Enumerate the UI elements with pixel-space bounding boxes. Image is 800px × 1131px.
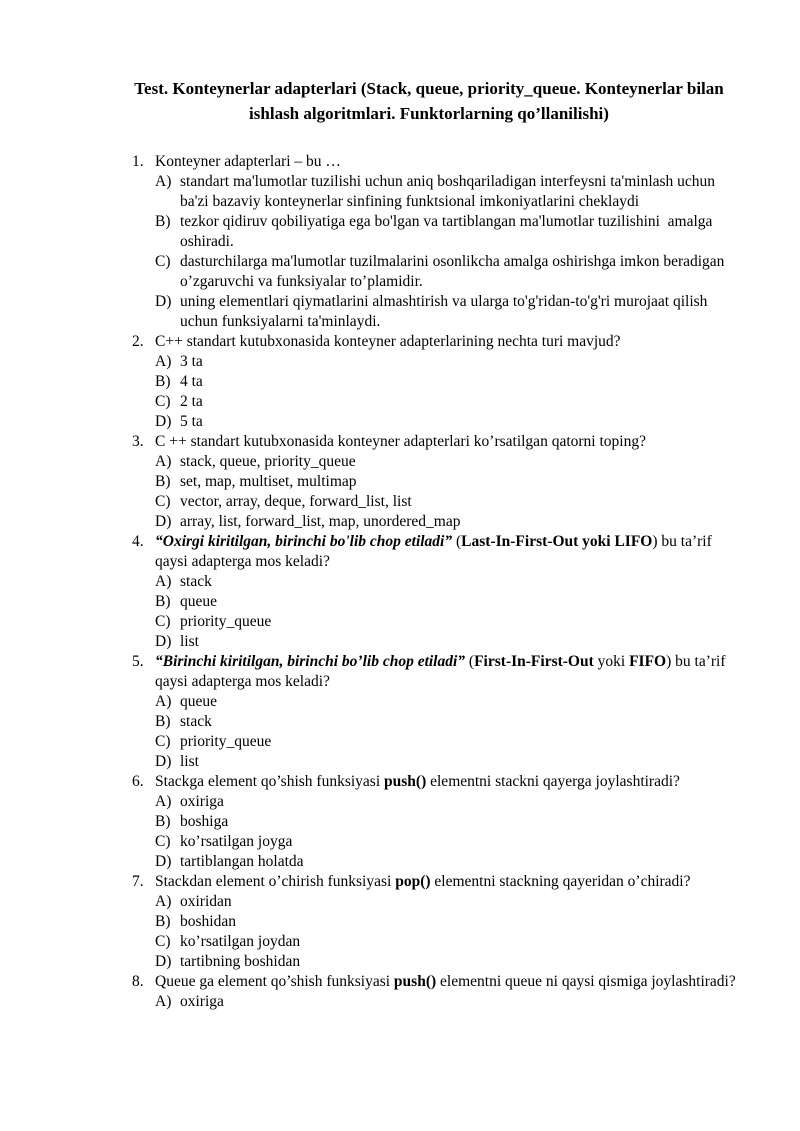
- option-text: oxiridan: [180, 893, 232, 910]
- answer-option: [155, 592, 746, 612]
- option-letter: B): [155, 473, 171, 490]
- question: [132, 972, 746, 1012]
- option-letter: B): [155, 213, 171, 230]
- option-letter: A): [155, 453, 172, 470]
- option-text: queue: [180, 593, 218, 610]
- question-text-segment: Queue ga element qo’shish funksiyasi: [155, 973, 394, 990]
- option-letter: B): [155, 813, 171, 830]
- question-body: [155, 772, 746, 872]
- question-text-segment: First-In-First-Out: [474, 653, 594, 670]
- option-text: 3 ta: [180, 353, 203, 370]
- option-text: boshiga: [180, 813, 229, 830]
- option-letter: C): [155, 833, 171, 850]
- question: [132, 872, 746, 972]
- question-text-segment: Stackdan element o’chirish funksiyasi: [155, 873, 396, 890]
- option-text: queue: [180, 693, 218, 710]
- option-text: set, map, multiset, multimap: [180, 473, 357, 490]
- answer-option: [155, 352, 746, 372]
- question-text: [155, 152, 746, 172]
- option-letter: C): [155, 393, 171, 410]
- option-text: 2 ta: [180, 393, 203, 410]
- question-body: [155, 652, 746, 772]
- answer-option: [155, 212, 746, 252]
- question-text: [155, 532, 746, 572]
- option-letter: D): [155, 633, 172, 650]
- option-text: uning elementlari qiymatlarini almashtirish va ularga to'g'ridan-to'g'ri murojaat qilish uchun funksiyalarni ta'minlaydi.: [180, 293, 712, 330]
- question-text-segment: pop(): [395, 873, 431, 890]
- question-number: 7.: [132, 873, 144, 890]
- option-letter: D): [155, 513, 172, 530]
- option-letter: A): [155, 893, 172, 910]
- option-text: stack, queue, priority_queue: [180, 453, 356, 470]
- option-text: boshidan: [180, 913, 236, 930]
- question-text-segment: FIFO: [629, 653, 667, 670]
- question-list: [132, 152, 746, 1012]
- option-letter: C): [155, 933, 171, 950]
- option-letter: A): [155, 693, 172, 710]
- question-number: 1.: [132, 153, 144, 170]
- answer-option: [155, 732, 746, 752]
- question: [132, 332, 746, 432]
- option-letter: D): [155, 413, 172, 430]
- answer-option: [155, 752, 746, 772]
- question-text: [155, 432, 746, 452]
- answer-option: [155, 832, 746, 852]
- question-text-segment: C ++ standart kutubxonasida konteyner adapterlari ko’rsatilgan qatorni toping?: [155, 433, 646, 450]
- question-body: [155, 432, 746, 532]
- question-number: 3.: [132, 433, 144, 450]
- option-letter: A): [155, 993, 172, 1010]
- answer-option: [155, 792, 746, 812]
- answer-option: [155, 892, 746, 912]
- answer-option: [155, 612, 746, 632]
- question-text-segment: “Birinchi kiritilgan, birinchi bo’lib chop etiladi”: [155, 653, 466, 670]
- question-text-segment: (: [465, 653, 475, 670]
- option-text: tezkor qidiruv qobiliyatiga ega bo'lgan va tartiblangan ma'lumotlar tuzilishini amalga oshiradi.: [180, 213, 717, 250]
- option-letter: A): [155, 573, 172, 590]
- option-letter: A): [155, 353, 172, 370]
- option-text: priority_queue: [180, 733, 272, 750]
- question-text: [155, 772, 746, 792]
- question-text-segment: elementni stackning qayeridan o’chiradi?: [430, 873, 691, 890]
- option-text: standart ma'lumotlar tuzilishi uchun aniq boshqariladigan interfeysni ta'minlash uchun ba'zi bazaviy konteynerlar sinfining funktsional imkoniyatlarini cheklaydi: [180, 173, 719, 210]
- question: [132, 532, 746, 652]
- question-number: 2.: [132, 333, 144, 350]
- option-letter: C): [155, 733, 171, 750]
- question-text-segment: elementni queue ni qaysi qismiga joylashtiradi?: [436, 973, 736, 990]
- question-body: [155, 872, 746, 972]
- question: [132, 772, 746, 872]
- option-text: oxiriga: [180, 793, 224, 810]
- question-text-segment: ) bu ta’rif qaysi adapterga mos keladi?: [155, 533, 716, 570]
- question-number: 6.: [132, 773, 144, 790]
- option-text: vector, array, deque, forward_list, list: [180, 493, 412, 510]
- option-text: array, list, forward_list, map, unordered_map: [180, 513, 461, 530]
- question-number: 5.: [132, 653, 144, 670]
- answer-option: [155, 472, 746, 492]
- option-letter: C): [155, 493, 171, 510]
- question-text: [155, 332, 746, 352]
- answer-option: [155, 932, 746, 952]
- question: [132, 152, 746, 332]
- question-text-segment: Konteyner adapterlari – bu …: [155, 153, 341, 170]
- option-text: ko’rsatilgan joyga: [180, 833, 293, 850]
- option-text: tartibning boshidan: [180, 953, 301, 970]
- answer-option: [155, 512, 746, 532]
- question-body: [155, 532, 746, 652]
- option-letter: D): [155, 953, 172, 970]
- option-letter: D): [155, 853, 172, 870]
- question-body: [155, 332, 746, 432]
- option-letter: D): [155, 753, 172, 770]
- answer-option: [155, 912, 746, 932]
- option-letter: B): [155, 593, 171, 610]
- option-letter: D): [155, 293, 172, 310]
- answer-option: [155, 712, 746, 732]
- answer-option: [155, 292, 746, 332]
- question-text-segment: C++ standart kutubxonasida konteyner adapterlarining nechta turi mavjud?: [155, 333, 621, 350]
- option-text: ko’rsatilgan joydan: [180, 933, 301, 950]
- option-text: list: [180, 633, 199, 650]
- question-number: 4.: [132, 533, 144, 550]
- option-text: 5 ta: [180, 413, 203, 430]
- answer-option: [155, 172, 746, 212]
- option-letter: C): [155, 613, 171, 630]
- option-text: stack: [180, 573, 212, 590]
- question-text-segment: ) bu ta’rif qaysi adapterga mos keladi?: [155, 653, 730, 690]
- question-text-segment: Stackga element qo’shish funksiyasi: [155, 773, 385, 790]
- option-letter: A): [155, 793, 172, 810]
- question-text-segment: yoki: [593, 653, 630, 670]
- option-text: priority_queue: [180, 613, 272, 630]
- question-text: [155, 652, 746, 692]
- answer-option: [155, 632, 746, 652]
- question-number: 8.: [132, 973, 144, 990]
- answer-option: [155, 812, 746, 832]
- option-text: dasturchilarga ma'lumotlar tuzilmalarini osonlikcha amalga oshirishga imkon beradigan o’zgaruvchi va funksiyalar to’plamidir.: [180, 253, 729, 290]
- option-letter: B): [155, 913, 171, 930]
- option-text: oxiriga: [180, 993, 224, 1010]
- option-letter: A): [155, 173, 172, 190]
- question-text-segment: “Oxirgi kiritilgan, birinchi bo'lib chop etiladi”: [155, 533, 453, 550]
- answer-option: [155, 392, 746, 412]
- answer-option: [155, 572, 746, 592]
- question-text-segment: push(): [393, 973, 437, 990]
- answer-option: [155, 692, 746, 712]
- option-text: list: [180, 753, 199, 770]
- answer-option: [155, 412, 746, 432]
- option-text: stack: [180, 713, 212, 730]
- answer-option: [155, 492, 746, 512]
- question-text-segment: push(): [384, 773, 427, 790]
- question-text-segment: elementni stackni qayerga joylashtiradi?: [426, 773, 680, 790]
- option-text: 4 ta: [180, 373, 203, 390]
- option-letter: B): [155, 373, 171, 390]
- question-text-segment: (: [452, 533, 462, 550]
- question: [132, 432, 746, 532]
- answer-option: [155, 992, 746, 1012]
- option-text: tartiblangan holatda: [180, 853, 304, 870]
- question-body: [155, 972, 746, 1012]
- answer-option: [155, 952, 746, 972]
- question-text-segment: Last-In-First-Out yoki LIFO: [461, 533, 653, 550]
- question: [132, 652, 746, 772]
- answer-option: [155, 252, 746, 292]
- question-text: [155, 972, 746, 992]
- answer-option: [155, 452, 746, 472]
- answer-option: [155, 852, 746, 872]
- question-text: [155, 872, 746, 892]
- question-body: [155, 152, 746, 332]
- document-title: Test. Konteynerlar adapterlari (Stack, queue, priority_queue. Konteynerlar bilan ishlash algoritmlari. Funktorlarning qo’llanilishi): [134, 79, 724, 123]
- answer-option: [155, 372, 746, 392]
- option-letter: B): [155, 713, 171, 730]
- option-letter: C): [155, 253, 171, 270]
